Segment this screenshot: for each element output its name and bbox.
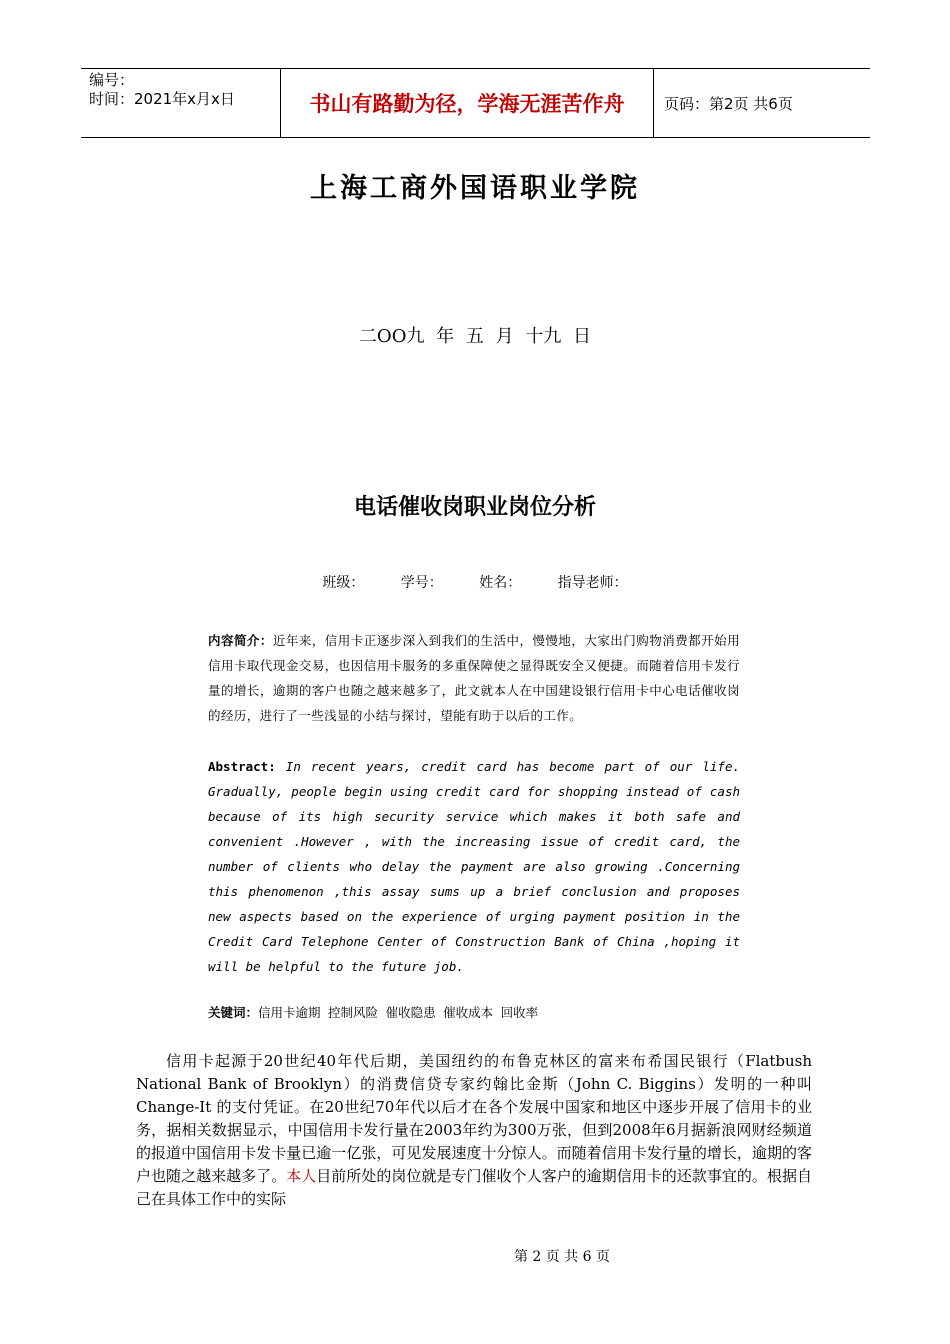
page-title: 电话催收岗职业岗位分析 [353, 495, 596, 520]
document-date: 二OO九 年 五 月 十九 日 [358, 326, 592, 347]
abstract-cn-text: 近年来，信用卡正逐步深入到我们的生活中，慢慢地，大家出门购物消费都开始用信用卡取代现金交易，也因信用卡服务的多重保障使之显得既安全又便捷。而随着信用卡发行量的增长，逾期的客户也随之越来越多了，此文就本人在中国建设银行信用卡中心电话催收岗的经历，进行了一些浅显的小结与探讨，望能有助于以后的工作。 [208, 633, 740, 723]
body-text-before: 信用卡起源于20世纪40年代后期，美国纽约的布鲁克林区的富来布希国民银行（Flatbush National Bank of Brooklyn）的消费信贷专家约翰比金斯（John C. Biggins）发明的一种叫Change-It 的支付凭证。在20世纪70年代以后才在各个发展中国家和地区中逐步开展了信用卡的业务，据相关数据显示，中国信用卡发行量在2003年约为300万张，但到2008年6月据新浪网财经频道的报道中国信用卡发卡量已逾一亿张，可见发展速度十分惊人。而随着信用卡发行量的增长，逾期的客户也随之越来越多了。 [136, 1052, 812, 1185]
class-label: 班级： [322, 575, 365, 591]
abstract-cn-label: 内容简介： [208, 633, 273, 648]
abstract-cn [208, 628, 740, 728]
keywords [208, 1002, 748, 1024]
header-meta [81, 69, 281, 137]
number-label: 编号： [89, 71, 135, 89]
body-highlight: 本人 [286, 1167, 317, 1185]
school-name: 上海工商外国语职业学院 [310, 173, 640, 204]
student-info [0, 572, 950, 592]
keywords-text: 信用卡逾期 控制风险 催收隐患 催收成本 回收率 [258, 1005, 539, 1020]
abstract-en-label: Abstract: [208, 759, 276, 774]
page-footer: 第 2 页 共 6 页 [513, 1249, 611, 1265]
name-label: 姓名： [479, 575, 522, 591]
abstract-en-text: In recent years, credit card has become part of our life. Gradually, people begin using credit card for shopping instead of cash because of its high security service which makes it both safe and convenient .However , with the increasing issue of credit card, the number of clients who delay the payment are also growing .Concerning this phenomenon ,this assay sums up a brief conclusion and proposes new aspects based on the experience of urging payment position in the Credit Card Telephone Center of Construction Bank of China ,hoping it will be helpful to the future job. [208, 759, 740, 974]
keywords-label: 关键词： [208, 1005, 259, 1020]
student-id-label: 学号： [400, 575, 443, 591]
header-table [81, 68, 870, 138]
page-info: 页码：第2页 共6页 [664, 94, 793, 113]
advisor-label: 指导老师： [557, 575, 628, 591]
body-paragraph [136, 1050, 812, 1211]
motto: 书山有路勤为径，学海无涯苦作舟 [281, 69, 654, 137]
body-text-after: 目前所处的岗位就是专门催收个人客户的逾期信用卡的还款事宜的。根据自己在具体工作中的实际 [136, 1167, 812, 1208]
time-label: 时间：2021年x月x日 [89, 90, 235, 108]
abstract-en [208, 754, 740, 979]
